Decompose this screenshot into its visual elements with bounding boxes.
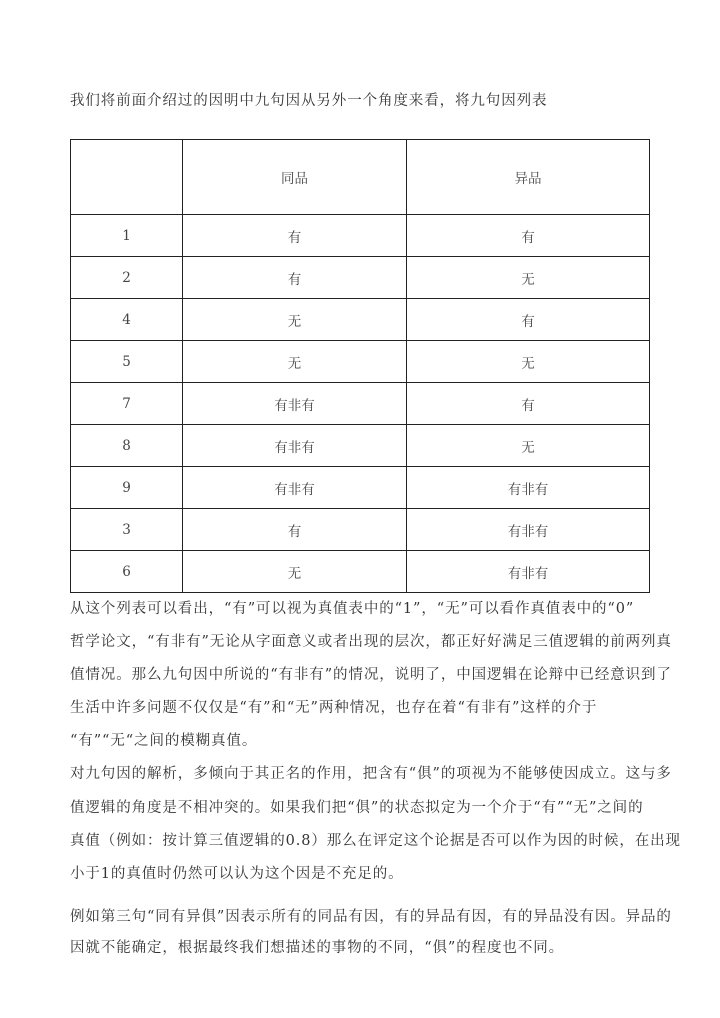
same-kind-cell: 有非有 [183,383,407,425]
table-row [71,299,650,341]
same-kind-cell: 有 [183,215,407,257]
paragraph-line: “有”“无“之间的模糊真值。 [70,733,258,749]
row-number-cell: 1 [71,215,183,257]
different-kind-cell: 有 [407,383,650,425]
nine-reasons-table [70,139,650,593]
table-row [71,425,650,467]
paragraph-line: 从这个列表可以看出，“有”可以视为真值表中的“1”，“无”可以看作真值表中的“0” [70,601,635,617]
same-kind-cell: 无 [183,341,407,383]
row-number-cell: 4 [71,299,183,341]
row-number-cell: 8 [71,425,183,467]
header-cell: 同品 [183,140,407,215]
same-kind-cell: 无 [183,299,407,341]
same-kind-cell: 有非有 [183,467,407,509]
table-row [71,551,650,593]
different-kind-cell: 有非有 [407,509,650,551]
row-number-cell: 5 [71,341,183,383]
table-row [71,509,650,551]
row-number-cell: 7 [71,383,183,425]
table-row [71,215,650,257]
table-row [71,257,650,299]
paragraph-line: 对九句因的解析，多倾向于其正名的作用，把含有“俱”的项视为不能够使因成立。这与多 [70,766,672,782]
same-kind-cell: 无 [183,551,407,593]
paragraph-line: 值逻辑的角度是不相冲突的。如果我们把“俱”的状态拟定为一个介于“有”“无”之间的 [70,800,644,816]
row-number-cell: 2 [71,257,183,299]
row-number-cell: 6 [71,551,183,593]
row-number-cell: 3 [71,509,183,551]
table-row [71,383,650,425]
paragraph-line: 真值（例如：按计算三值逻辑的0.8）那么在评定这个论据是否可以作为因的时候，在出现 [70,833,681,849]
table-row [71,341,650,383]
paragraph-line: 因就不能确定，根据最终我们想描述的事物的不同，“俱”的程度也不同。 [70,940,565,956]
different-kind-cell: 有非有 [407,467,650,509]
paragraph-line: 小于1的真值时仍然可以认为这个因是不充足的。 [70,866,404,882]
row-number-cell: 9 [71,467,183,509]
different-kind-cell: 无 [407,341,650,383]
header-cell [71,140,183,215]
same-kind-cell: 有 [183,509,407,551]
different-kind-cell: 有 [407,299,650,341]
paragraph-line: 生活中许多问题不仅仅是“有”和“无”两种情况，也存在着“有非有”这样的介于 [70,700,598,716]
table-row [71,467,650,509]
header-cell: 异品 [407,140,650,215]
same-kind-cell: 有非有 [183,425,407,467]
table-header-row [71,140,650,215]
paragraph-line: 例如第三句“同有异俱”因表示所有的同品有因，有的异品有因，有的异品没有因。异品的 [70,909,672,925]
paragraph-line: 哲学论文，“有非有”无论从字面意义或者出现的层次，都正好好满足三值逻辑的前两列真 [70,634,672,650]
different-kind-cell: 有非有 [407,551,650,593]
intro-text: 我们将前面介绍过的因明中九句因从另外一个角度来看，将九句因列表 [70,93,548,109]
paragraph-line: 值情况。那么九句因中所说的“有非有”的情况，说明了，中国逻辑在论辩中已经意识到了 [70,667,672,683]
different-kind-cell: 无 [407,425,650,467]
same-kind-cell: 有 [183,257,407,299]
different-kind-cell: 无 [407,257,650,299]
different-kind-cell: 有 [407,215,650,257]
